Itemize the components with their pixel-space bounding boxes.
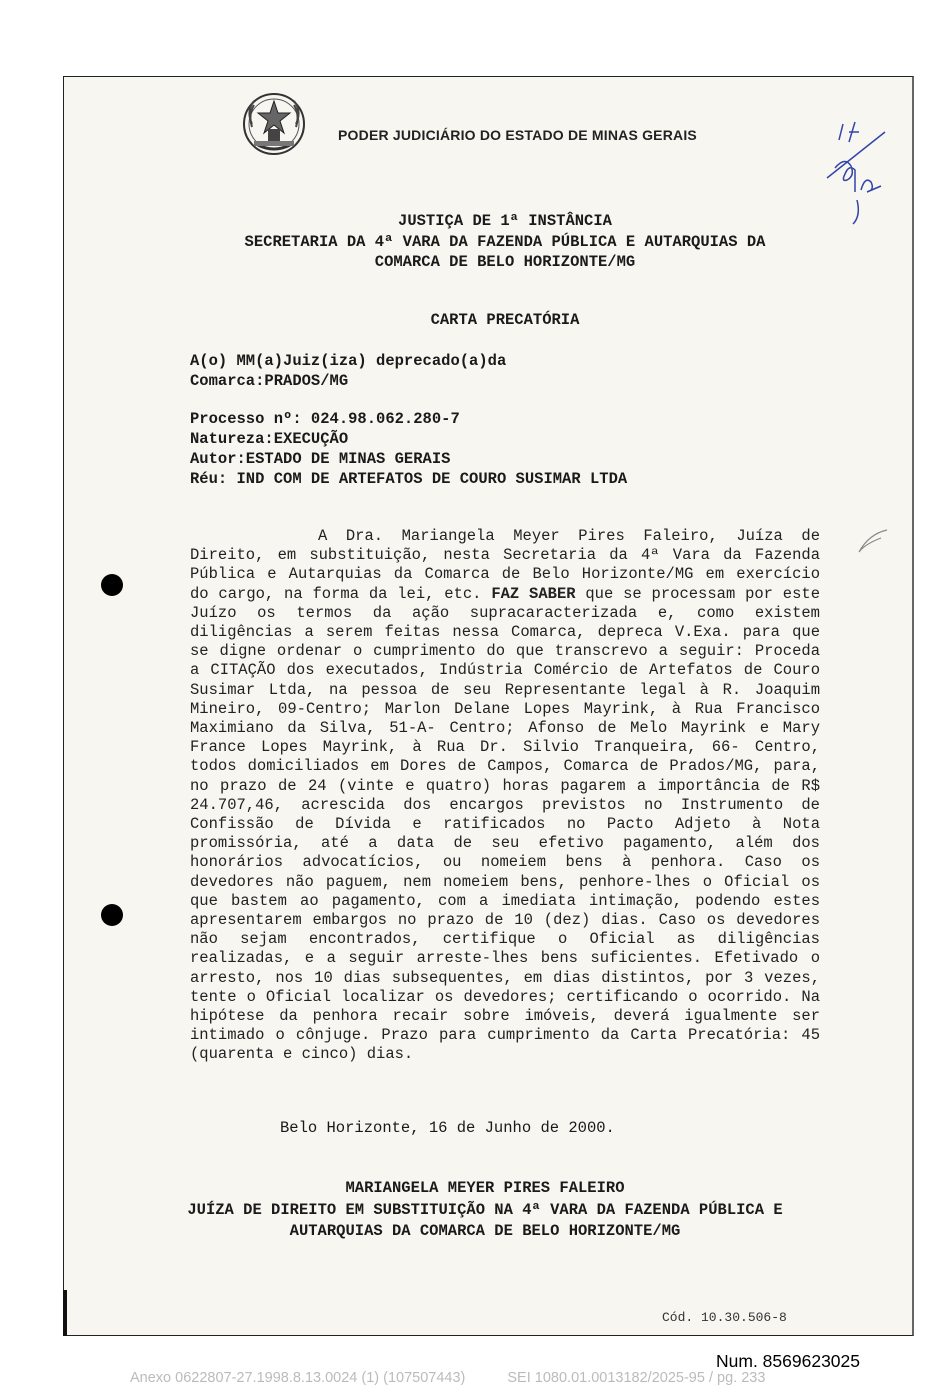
autor: Autor:ESTADO DE MINAS GERAIS	[190, 450, 451, 468]
form-code: Cód. 10.30.506-8	[662, 1310, 787, 1325]
natureza: Natureza:EXECUÇÃO	[190, 430, 349, 448]
body-text-after: que se processam por este Juízo os termos da ação supracaracterizada e, como existem diligências a serem feitas nessa Comarca, depreca V.Exa. para que se digne ordenar o cumprimento do que transcrevo a seguir: Proceda a CITAÇÃO dos executados, Indústria Comércio de Artefatos de Couro Susimar Ltda, na pessoa de seu Representante legal à R. Joaquim Mineiro, 09-Centro; Marlon Delane Lopes Mayrink, à Rua Francisco Maximiano da Silva, 51-A- Centro; Afonso de Melo Mayrink e Mary France Lopes Mayrink, à Rua Dr. Silvio Tranqueira, 66- Centro, todos domiciliados em Dores de Campos, Comarca de Prados/MG, para, no prazo de 24 (vinte e quatro) horas pagarem a importância de R$ 24.707,46, acrescida dos encargos previstos no Instrumento de Confissão de Dívida e ratificados no Pacto Adjeto à Nota promissória, até a data de seu efetivo pagamento, além dos honorários advocatícios, ou nomeiem bens à penhora. Caso os devedores não paguem, nem nomeiem bens, penhore-lhes o Oficial os que bastem ao pagamento, com a imediata intimação, podendo estes apresentarem embargos no prazo de 10 (dez) dias. Caso os devedores não sejam encontrados, certifique o Oficial as diligências realizadas, e a seguir arreste-lhes bens suficientes. Efetivado o arresto, nos 10 dias subsequentes, em dias distintos, por 3 vezes, tente o Oficial localizar os devedores; certificando o ocorrido. Na hipótese da penhora recair sobre imóveis, deverá igualmente ser intimado o cônjuge. Prazo para cumprimento da Carta Precatória: 45 (quarenta e cinco) dias.	[190, 584, 821, 1064]
addressee-line-1: A(o) MM(a)Juiz(iza) deprecado(a)da	[190, 352, 507, 370]
heading-line-2: SECRETARIA DA 4ª VARA DA FAZENDA PÚBLICA E AUTARQUIAS DA	[244, 232, 766, 251]
case-info	[190, 409, 627, 489]
document-type: CARTA PRECATÓRIA	[430, 311, 580, 329]
coat-of-arms-icon	[240, 91, 308, 157]
reu: Réu: IND COM DE ARTEFATOS DE COURO SUSIMAR LTDA	[190, 470, 628, 488]
court-name: PODER JUDICIÁRIO DO ESTADO DE MINAS GERAIS	[338, 127, 697, 143]
footer-sei: SEI 1080.01.0013182/2025-95 / pg. 233	[507, 1370, 766, 1386]
body-text-emphasis: FAZ SABER	[491, 584, 576, 603]
signer-title-1: JUÍZA DE DIREITO EM SUBSTITUIÇÃO NA 4ª VARA DA FAZENDA PÚBLICA E	[187, 1200, 783, 1219]
punch-hole-icon	[101, 574, 123, 596]
document-heading	[190, 211, 820, 273]
addressee-line-2: Comarca:PRADOS/MG	[190, 372, 349, 390]
signer-title-2: AUTARQUIAS DA COMARCA DE BELO HORIZONTE/MG	[289, 1222, 681, 1240]
signer-name: MARIANGELA MEYER PIRES FALEIRO	[345, 1179, 625, 1197]
heading-line-1: JUSTIÇA DE 1ª INSTÂNCIA	[398, 212, 612, 230]
heading-line-3: COMARCA DE BELO HORIZONTE/MG	[374, 253, 636, 271]
signature-block	[120, 1178, 850, 1243]
processo-number: Processo nº: 024.98.062.280-7	[190, 410, 460, 428]
punch-hole-icon	[101, 904, 123, 926]
handwritten-page-number	[825, 120, 890, 230]
scan-edge-mark	[63, 1290, 67, 1336]
footer	[130, 1370, 765, 1386]
body-paragraph	[190, 527, 820, 1065]
document-number: Num. 8569623025	[716, 1351, 860, 1371]
addressee	[190, 351, 506, 391]
date-line: Belo Horizonte, 16 de Junho de 2000.	[280, 1119, 615, 1137]
handwritten-mark	[855, 526, 890, 556]
footer-anexo: Anexo 0622807-27.1998.8.13.0024 (1) (107507443)	[130, 1370, 466, 1386]
body-text-before: A Dra. Mariangela Meyer Pires Faleiro, Juíza de Direito, em substituição, nesta Secretaria da 4ª Vara da Fazenda Pública e Autarquias da Comarca de Belo Horizonte/MG em exercício do cargo, na forma da lei, etc.	[190, 527, 820, 603]
